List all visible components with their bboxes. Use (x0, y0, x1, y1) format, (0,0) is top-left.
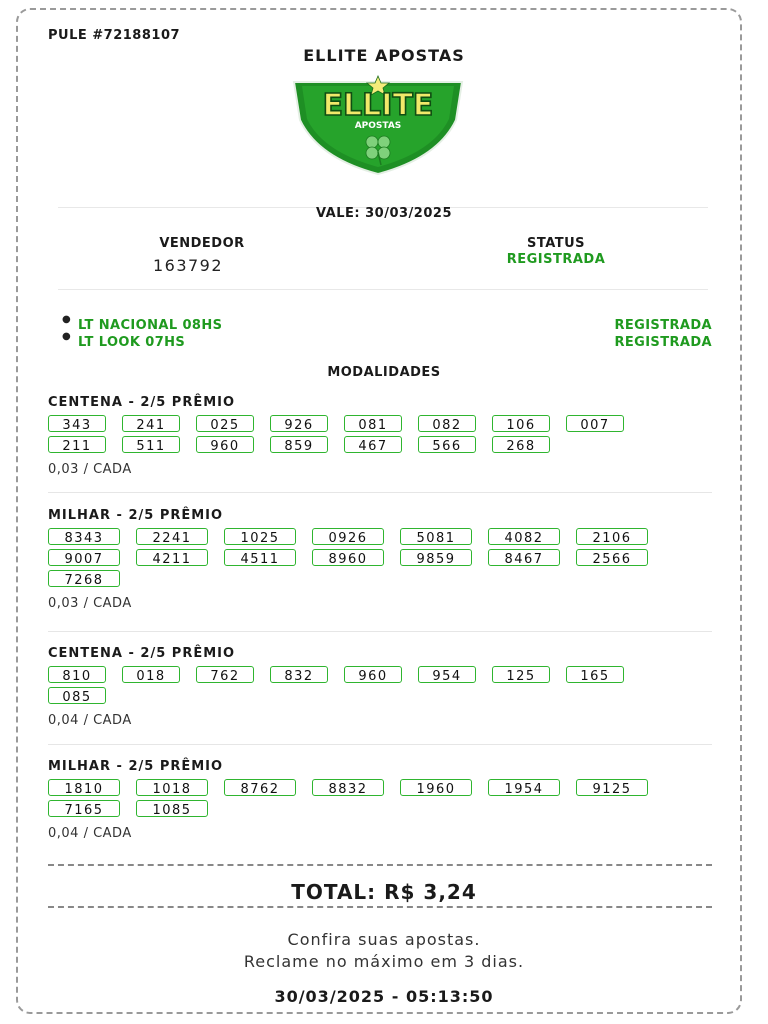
number-list (48, 666, 688, 704)
print-datetime: 30/03/2025 - 05:13:50 (274, 987, 494, 1006)
bet-section (48, 394, 712, 477)
logo-subtext: APOSTAS (354, 121, 402, 131)
section-title: CENTENA - 2/5 PRÊMIO (48, 646, 236, 661)
bet-number: 810 (48, 666, 106, 683)
section-divider (48, 631, 712, 632)
number-list (48, 528, 688, 587)
bet-number: 8467 (488, 549, 560, 566)
bet-number: 467 (344, 436, 402, 453)
bet-number: 1960 (400, 779, 472, 796)
section-title: CENTENA - 2/5 PRÊMIO (48, 395, 236, 410)
bet-number: 9125 (576, 779, 648, 796)
price-per-bet: 0,04 / CADA (48, 713, 132, 728)
lottery-row (62, 331, 712, 352)
bet-section (48, 507, 712, 611)
bet-number: 4511 (224, 549, 296, 566)
logo-text: ELLITE (322, 88, 434, 123)
dashed-separator (48, 864, 712, 866)
bet-number: 018 (122, 666, 180, 683)
bet-number: 8832 (312, 779, 384, 796)
vendedor-value: 163792 (152, 256, 224, 275)
section-divider (48, 492, 712, 493)
price-per-bet: 0,04 / CADA (48, 826, 132, 841)
bet-number: 082 (418, 415, 476, 432)
bet-number: 7268 (48, 570, 120, 587)
bet-number: 954 (418, 666, 476, 683)
bet-number: 211 (48, 436, 106, 453)
bet-number: 7165 (48, 800, 120, 817)
footer-message: Reclame no máximo em 3 dias. (243, 952, 525, 971)
bet-number: 926 (270, 415, 328, 432)
bet-number: 511 (122, 436, 180, 453)
bullet-icon: ● (62, 314, 71, 325)
bet-number: 241 (122, 415, 180, 432)
bet-number: 960 (344, 666, 402, 683)
price-per-bet: 0,03 / CADA (48, 462, 132, 477)
lottery-name: LT NACIONAL 08HS (78, 318, 223, 333)
divider (58, 289, 708, 290)
status-value: REGISTRADA (506, 252, 606, 267)
bet-number: 025 (196, 415, 254, 432)
status-label: STATUS (526, 236, 586, 251)
price-per-bet: 0,03 / CADA (48, 596, 132, 611)
bet-number: 1025 (224, 528, 296, 545)
bet-number: 0926 (312, 528, 384, 545)
bet-number: 1954 (488, 779, 560, 796)
ellite-logo (288, 72, 468, 176)
bet-number: 2566 (576, 549, 648, 566)
bet-number: 5081 (400, 528, 472, 545)
dashed-separator (48, 906, 712, 908)
bet-number: 566 (418, 436, 476, 453)
total-amount: TOTAL: R$ 3,24 (291, 880, 477, 904)
bullet-icon: ● (62, 331, 71, 342)
bet-number: 9859 (400, 549, 472, 566)
number-list (48, 779, 688, 817)
lottery-row (62, 314, 712, 335)
pule-number: PULE #72188107 (48, 28, 181, 43)
bet-number: 4082 (488, 528, 560, 545)
footer-message: Confira suas apostas. (287, 930, 481, 949)
bet-number: 9007 (48, 549, 120, 566)
brand-title: ELLITE APOSTAS (303, 46, 465, 65)
bet-number: 859 (270, 436, 328, 453)
bet-number: 165 (566, 666, 624, 683)
lottery-status: REGISTRADA (614, 335, 712, 350)
bet-section (48, 645, 712, 728)
lottery-name: LT LOOK 07HS (78, 335, 186, 350)
bet-number: 1085 (136, 800, 208, 817)
modalidades-title: MODALIDADES (327, 365, 441, 380)
bet-number: 4211 (136, 549, 208, 566)
bet-number: 007 (566, 415, 624, 432)
bet-number: 8343 (48, 528, 120, 545)
bet-number: 8762 (224, 779, 296, 796)
bet-number: 081 (344, 415, 402, 432)
bet-number: 343 (48, 415, 106, 432)
bet-number: 1018 (136, 779, 208, 796)
bet-number: 2106 (576, 528, 648, 545)
bet-number: 125 (492, 666, 550, 683)
bet-number: 960 (196, 436, 254, 453)
bet-number: 1810 (48, 779, 120, 796)
bet-number: 762 (196, 666, 254, 683)
section-title: MILHAR - 2/5 PRÊMIO (48, 508, 224, 523)
bet-section (48, 758, 712, 841)
bet-number: 106 (492, 415, 550, 432)
vale-date: VALE: 30/03/2025 (316, 206, 452, 221)
lottery-status: REGISTRADA (614, 318, 712, 333)
bet-number: 085 (48, 687, 106, 704)
vendedor-label: VENDEDOR (159, 236, 245, 251)
bet-number: 832 (270, 666, 328, 683)
section-divider (48, 744, 712, 745)
section-title: MILHAR - 2/5 PRÊMIO (48, 759, 224, 774)
bet-number: 2241 (136, 528, 208, 545)
bet-number: 8960 (312, 549, 384, 566)
bet-number: 268 (492, 436, 550, 453)
number-list (48, 415, 688, 453)
